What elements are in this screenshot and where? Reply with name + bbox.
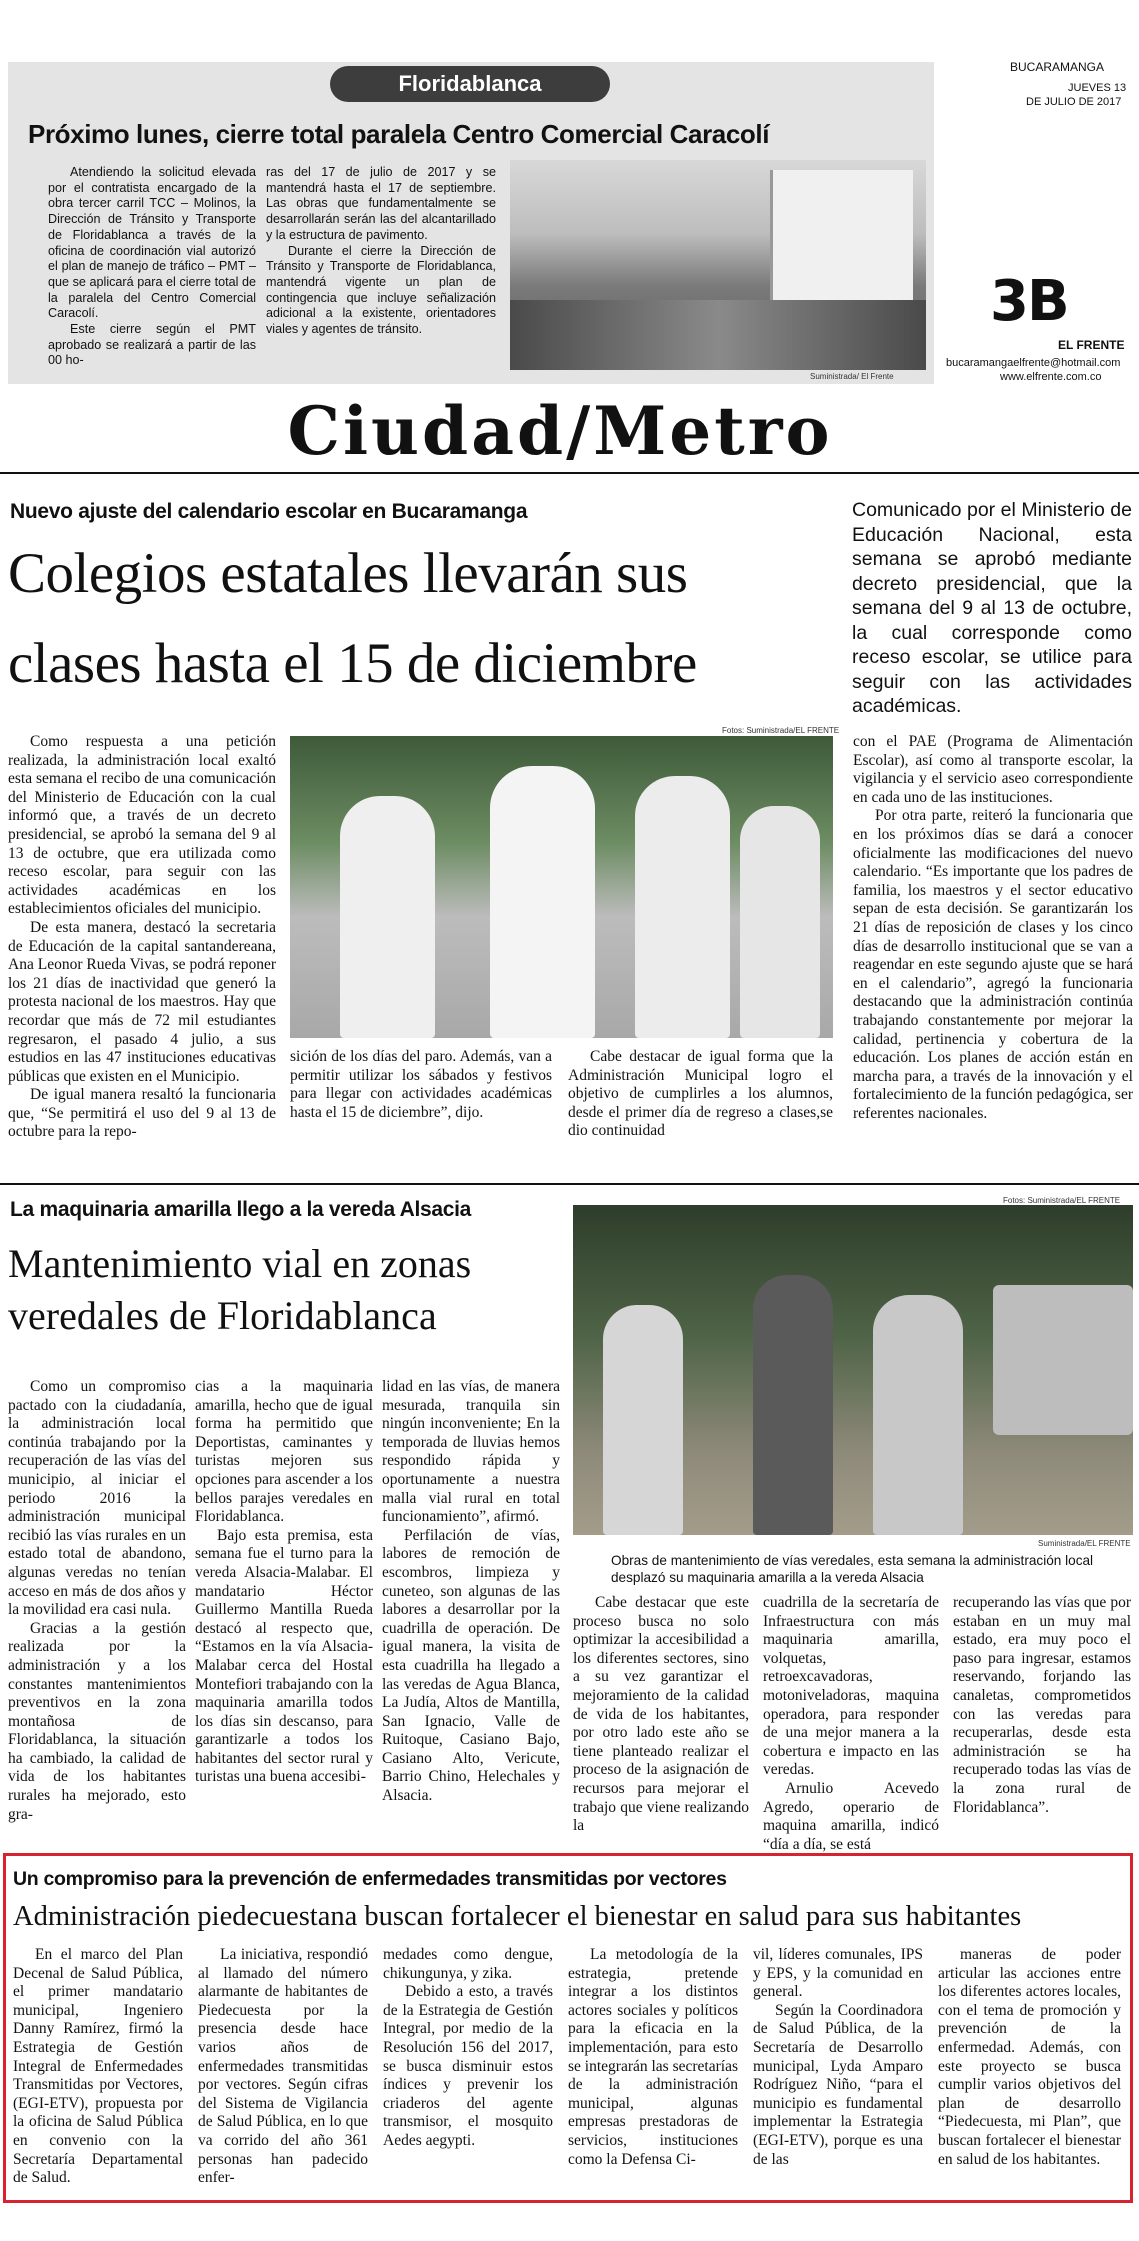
article3-col-5-p2: Según la Coordinadora de Salud Pública, de la Secretaría de Desarrollo municipal, Lyda Amparo Rodríguez Niño, “para el municipio es fundamental implementar la Estrategia (EGI-ETV), porque es una de las <box>753 2001 923 2168</box>
article3-col-4 <box>568 1946 738 2169</box>
banner-col-1-p1: Atendiendo la solicitud elevada por el contratista encargado de la obra tercer carril TCC – Molinos, la Dirección de Tránsito y Transporte de Floridablanca a través de la oficina de coordinación vial autorizó el plan de manejo de tráfico – PMT – que se aplicará para el cierre total de la paralela del Centro Comercial Caracolí. <box>48 165 256 321</box>
banner-photo-building <box>770 170 913 300</box>
article2-col-3 <box>382 1378 560 1806</box>
article2-col-6 <box>953 1594 1131 1817</box>
article1-col-1-p2: De esta manera, destacó la secretaria de Educación de la capital santandereana, Ana Leonor Rueda Vivas, se podrá reponer los 21 días de inactividad que generó la protesta nacional de los maestros. Hay que recordar que más de 72 mil estudiantes regresaron, el pasado 4 julio, a sus estudios en las 47 instituciones educativas públicas que existen en el Municipio. <box>8 918 276 1085</box>
banner-col-1 <box>48 165 256 369</box>
article1-photo <box>290 736 833 1038</box>
article1-col-2 <box>290 1048 552 1122</box>
article3-col-3-p1: medades como dengue, chikungunya, y zika. <box>383 1946 553 1982</box>
article2-photo <box>573 1205 1133 1535</box>
article2-col-2-p2: Bajo esta premisa, esta semana fue el turno para la vereda Alsacia-Malabar. El mandatario Héctor Guillermo Mantilla Rueda destacó al respecto que, “Estamos en la vía Alsacia- Malabar cerca del Hostal Montefiori trabajando con la maquinaria amarilla todos los días sin descanso, para garantizarle a todos los habitantes del sector rural y turistas una buena accesibi- <box>195 1526 373 1786</box>
article3-col-6-p1: maneras de poder articular las acciones entre los diferentes actores locales, con el tema de promoción y prevención de la enfermedad. Además, con este proyecto se busca cumplir varios objetivos del plan de desarrollo “Piedecuesta, mi Plan”, que buscan fortalecer el bienestar en salud de los habitantes. <box>938 1946 1121 2168</box>
article2-col-1 <box>8 1378 186 1824</box>
student-figure-3 <box>635 776 730 1038</box>
article2-col-5-p1: cuadrilla de la secretaría de Infraestructura con más maquinaria amarilla, volquetas, retroexcavadoras, motoniveladoras, maquina operadora, para responder de una mejor manera a la cobertura e impacto en las veredas. <box>763 1594 939 1779</box>
student-figure-1 <box>340 796 435 1038</box>
article1-col-2-p1: sición de los días del paro. Además, van a permitir utilizar los sábados y festivos para llegar con actividades académicas hasta el 15 de diciembre”, dijo. <box>290 1048 552 1121</box>
article1-col-3 <box>568 1048 833 1141</box>
article1-col-1-p1: Como respuesta a una petición realizada, la administración local exaltó esta semana el recibo de una comunicación del Ministerio de Educación con la cual informó que, a través de un decreto presidencial, se aprobó la semana del 9 al 13 de octubre, que era utilizada como receso escolar, para seguir con las actividades académicas en los establecimientos oficiales del municipio. <box>8 733 276 918</box>
student-figure-2 <box>490 766 595 1038</box>
masthead-email: bucaramangaelfrente@hotmail.com <box>946 357 1121 369</box>
worker-figure-2 <box>753 1275 833 1535</box>
banner-photo <box>510 160 926 370</box>
article2-col-3-p1: lidad en las vías, de manera mesurada, tranquila sin ningún inconveniente; En la temporada de lluvias hemos respondido rápida y oportunamente a nuestra malla vial rural en total funcionamiento”, afirmó. <box>382 1378 560 1526</box>
article2-col-1-p1: Como un compromiso pactado con la ciudadanía, la administración local continúa trabajando por la recuperación de las vías del municipio, al iniciar el periodo 2016 la administración municipal recibió las vías rurales en un estado total de abandono, algunas veredas no tenían acceso en más de dos años y la movilidad era casi nula. <box>8 1378 186 1619</box>
masthead-website: www.elfrente.com.co <box>1000 371 1102 383</box>
article2-photo-credit: Fotos: Suministrada/EL FRENTE <box>1003 1196 1121 1205</box>
article3-col-5 <box>753 1946 923 2169</box>
article2-col-2-p1: cias a la maquinaria amarilla, hecho que de igual forma ha permitido que Deportistas, caminantes y turistas mejoren sus opciones para ascender a los bellos parajes veredales en Floridablanca. <box>195 1378 373 1526</box>
article3-col-3-p2: Debido a esto, a través de la Estrategia de Gestión Integral, por medio de la Resolución 156 del 2017, se busca disminuir estos índices y prevenir los criaderos del agente transmisor, el mosquito Aedes aegypti. <box>383 1983 553 2149</box>
article1-col-4-p1: con el PAE (Programa de Alimentación Escolar), así como al transporte escolar, la vigilancia y el servicio aseo correspondiente en cada uno de las instituciones. <box>853 733 1133 806</box>
banner-photo-road <box>510 300 926 370</box>
article1-divider <box>0 1183 1139 1185</box>
article2-caption: Obras de mantenimiento de vías veredales, esta semana la administración local desplazó su maquinaria amarilla a la vereda Alsacia <box>611 1553 1094 1585</box>
article1-summary: Comunicado por el Ministerio de Educación Nacional, esta semana se aprobó mediante decreto presidencial, que la semana del 9 al 13 de octubre, la cual corresponde como receso escolar, se utilice para seguir con las actividades académicas. <box>852 499 1132 717</box>
article1-col-4-p2: Por otra parte, reiteró la funcionaria que en los próximos días se dará a conocer oficialmente las modificaciones del nuevo calendario. “Es importante que los padres de familia, los maestros y el sector educativo sepan de esta decisión. Se garantizarán los 21 días de reposición de clases y los cinco días de desarrollo institucional que se van a reagendar en este segundo ajuste que se hará en el calendario”, agregó la funcionaria destacando que la administración continúa trabajando constantemente por mejorar la calidad, pertinencia y cobertura de la educación. Los planes de acción están en marcha para, a través de la innovación y el fortalecimiento de la función pedagógica, ser referentes nacionales. <box>853 807 1133 1122</box>
page-number: 3B <box>990 269 1068 334</box>
banner-photo-credit: Suministrada/ El Frente <box>810 372 894 381</box>
article3-col-1-p1: En el marco del Plan Decenal de Salud Pública, el primer mandatario municipal, Ingeniero Danny Ramírez, firmó la Estrategia de Gestión Integral de Enfermedades Transmitidas por Vectores, (EGI-ETV), propuesta por la oficina de Salud Pública en convenio con la Secretaría Departamental de Salud. <box>13 1946 183 2187</box>
article3-col-1 <box>13 1946 183 2188</box>
paper-name: EL FRENTE <box>1058 338 1125 352</box>
article2-photo-credit-2: Suministrada/EL FRENTE <box>1038 1539 1131 1548</box>
article1-col-3-p1: Cabe destacar de igual forma que la Administración Municipal logro el objetivo de cumplirles a los alumnos, desde el primer día de regreso a clases,se dio continuidad <box>568 1048 833 1140</box>
section-title: Ciudad/Metro <box>287 392 833 470</box>
masthead-date-2: DE JULIO DE 2017 <box>1026 96 1122 108</box>
article2-col-6-p1: recuperando las vías que por estaban en un muy mal estado, era muy poco el paso para ingresar, estamos reservando, forjando las canaletas, comprometidos con las veredas para recuperarlas, desde esta administración se ha recuperado todas las vías de la zona rural de Floridablanca”. <box>953 1594 1131 1816</box>
masthead-date-1: JUEVES 13 <box>1068 82 1127 94</box>
article1-col-1 <box>8 733 276 1142</box>
section-rule <box>0 472 1139 474</box>
article1-kicker: Nuevo ajuste del calendario escolar en Bucaramanga <box>10 500 528 523</box>
banner-col-2-p1: ras del 17 de julio de 2017 y se mantendrá hasta el 17 de septiembre. Las obras que fundamentalmente se desarrollarán serán las del alcantarillado y la estructura de pavimento. <box>266 165 496 242</box>
article3-kicker: Un compromiso para la prevención de enfermedades transmitidas por vectores <box>13 1868 727 1890</box>
article1-col-1-p3: De igual manera resaltó la funcionaria que, “Se permitirá el uso del 9 al 13 de octubre para la repo- <box>8 1086 276 1141</box>
article1-headline-2: clases hasta el 15 de diciembre <box>8 632 697 695</box>
top-banner <box>0 0 1139 392</box>
article3-col-3 <box>383 1946 553 2151</box>
article2-headline-1: Mantenimiento vial en zonas <box>8 1241 472 1286</box>
article2-col-5 <box>763 1594 939 1854</box>
article2-kicker: La maquinaria amarilla llego a la vereda Alsacia <box>10 1198 472 1221</box>
article2-col-4 <box>573 1594 749 1836</box>
article1-headline-1: Colegios estatales llevarán sus <box>8 542 688 605</box>
banner-col-2 <box>266 165 496 338</box>
banner-headline: Próximo lunes, cierre total paralela Centro Comercial Caracolí <box>28 119 770 149</box>
article2-col-5-p2: Arnulio Acevedo Agredo, operario de maquina amarilla, indicó “día a día, se está <box>763 1779 939 1853</box>
worker-figure-1 <box>603 1305 683 1535</box>
machine-shape <box>993 1285 1133 1435</box>
article3-box <box>3 1853 1133 2203</box>
article2-col-2 <box>195 1378 373 1787</box>
banner-col-1-p2: Este cierre según el PMT aprobado se realizará a partir de las 00 ho- <box>48 322 256 368</box>
article3-headline: Administración piedecuestana buscan fortalecer el bienestar en salud para sus habitantes <box>13 1901 1022 1932</box>
worker-figure-3 <box>873 1295 963 1535</box>
article1-col-4 <box>853 733 1133 1123</box>
masthead-city: BUCARAMANGA <box>1010 60 1105 74</box>
article1-photo-credit: Fotos: Suministrada/EL FRENTE <box>722 726 840 735</box>
article3-col-2 <box>198 1946 368 2188</box>
article2-col-3-p2: Perfilación de vías, labores de remoción de escombros, limpieza y cuneteo, son algunas de las labores a desarrollar por la cuadrilla de operación. De igual manera, la visita de esta cuadrilla ha llegado a las veredas de Agua Blanca, La Judía, Altos de Mantilla, San Ignacio, Valle de Ruitoque, Casiano Bajo, Casiano Alto, Vericute, Barrio Chino, Helechales y Alsacia. <box>382 1526 560 1805</box>
article3-col-2-p1: La iniciativa, respondió al llamado del número alarmante de habitantes de Piedecuesta por la presencia desde hace varios años de enfermedades transmitidas por vectores. Según cifras del Sistema de Vigilancia de Salud Pública, en lo que va corrido del año 361 personas han padecido enfer- <box>198 1946 368 2187</box>
article2-col-4-p1: Cabe destacar que este proceso busca no solo optimizar la accesibilidad a los diferentes sectores, sino a su vez garantizar el mejoramiento de la calidad de vida de los habitantes, por otro lado este año se tiene planteado realizar el proceso de la asignación de recursos para mejorar el trabajo que viene realizando la <box>573 1594 749 1835</box>
article3-col-5-p1: vil, líderes comunales, IPS y EPS, y la comunidad en general. <box>753 1946 923 2001</box>
article2-headline-2: veredales de Floridablanca <box>8 1293 437 1338</box>
article2-col-1-p2: Gracias a la gestión realizada por la administración y a los constantes mantenimientos preventivos en la zona montañosa de Floridablanca, la situación ha cambiado, la calidad de vida de los habitantes rurales ha mejorado, esto gra- <box>8 1619 186 1823</box>
banner-col-2-p2: Durante el cierre la Dirección de Tránsito y Transporte de Floridablanca, mantendrá vigente un plan de contingencia que incluye señalización adicional a la existente, orientadores viales y agentes de tránsito. <box>266 243 496 337</box>
article3-col-4-p1: La metodología de la estrategia, pretende integrar a los distintos actores sociales y políticos para la eficacia en la implementación, para esto se integrarán las secretarías de la administración municipal, algunas empresas prestadoras de servicios, instituciones como la Defensa Ci- <box>568 1946 738 2168</box>
student-figure-4 <box>740 806 820 1038</box>
article3-col-6 <box>938 1946 1121 2169</box>
banner-section-label: Floridablanca <box>330 66 610 102</box>
